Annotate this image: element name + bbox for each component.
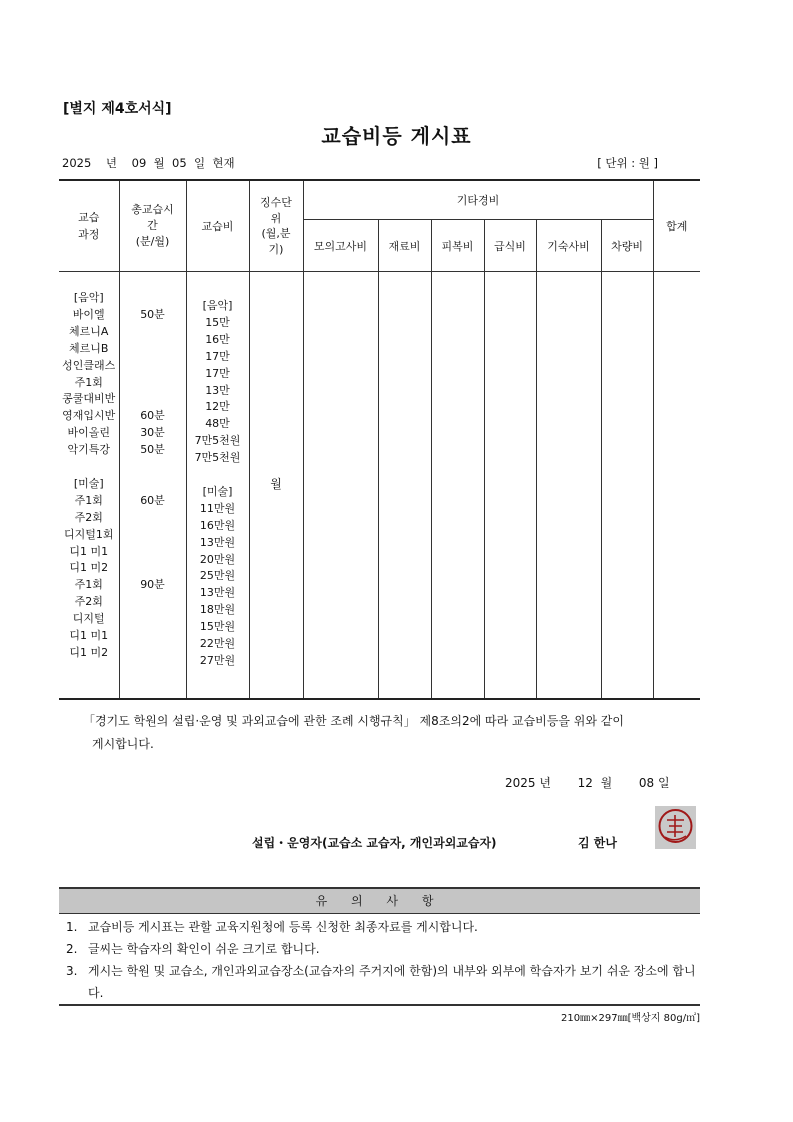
hours-item (120, 341, 186, 358)
hours-item: 50분 (140, 307, 165, 321)
hours-item (120, 628, 186, 645)
fee-cell (186, 272, 249, 700)
fee-item: 15만 (205, 315, 230, 329)
course-item: 주2회 (74, 510, 103, 524)
mock-exam-cell (303, 272, 378, 700)
fee-item (187, 467, 249, 484)
course-item: 디1 미2 (69, 561, 109, 575)
notice-line-2: 게시합니다. (92, 737, 154, 751)
hours-item (120, 510, 186, 527)
fee-item: 48만 (205, 417, 230, 431)
fee-item: [음악] (202, 299, 233, 312)
course-item: 주1회 (74, 375, 103, 389)
fee-item: 13만 (205, 383, 230, 397)
issue-date (505, 774, 695, 791)
form-label: [별지 제4호서식] (63, 101, 172, 117)
total-cell (653, 272, 700, 700)
fee-item: 20만원 (199, 552, 236, 566)
hours-item: 60분 (140, 409, 165, 423)
fee-item: 7만5천원 (194, 434, 241, 448)
hours-item (120, 476, 186, 493)
hours-item (120, 560, 186, 577)
seal-stamp (655, 806, 696, 849)
hours-item (120, 543, 186, 560)
hours-item (120, 594, 186, 611)
header-meal: 급식비 (484, 220, 536, 272)
hours-item: 50분 (140, 443, 165, 457)
course-item: 디1 미1 (69, 544, 109, 558)
hours-cell (119, 272, 186, 700)
page-title: 교습비등 게시표 (321, 124, 472, 148)
fee-item: 16만원 (199, 518, 236, 532)
hours-item: 60분 (140, 493, 165, 507)
course-item: [미술] (73, 476, 104, 490)
hours-item (120, 324, 186, 341)
hours-item (120, 290, 186, 307)
unit-label: [ 단위 : 원 ] (597, 156, 658, 170)
hours-item (120, 358, 186, 375)
date-day: 05 (172, 156, 187, 170)
issue-day: 08 (638, 776, 655, 790)
header-vehicle: 차량비 (601, 220, 653, 272)
fee-item: 22만원 (199, 637, 236, 651)
seal-icon (655, 806, 696, 849)
course-item: 콩쿨대비반 (62, 392, 116, 406)
course-cell (59, 272, 119, 700)
notice (83, 710, 701, 756)
course-item: 주1회 (74, 493, 103, 507)
caution-item-number: 3. (66, 964, 78, 978)
hours-item (120, 645, 186, 662)
fee-item: 11만원 (199, 501, 236, 515)
header-material: 재료비 (378, 220, 431, 272)
fee-item: 16만 (205, 332, 230, 346)
caution-item-text: 글씨는 학습자의 확인이 쉬운 크기로 합니다. (88, 942, 320, 956)
material-cell (378, 272, 431, 700)
issue-year-unit: 년 (539, 776, 551, 790)
signer-role: 설립・운영자(교습소 교습자, 개인과외교습자) (252, 836, 497, 850)
date-year: 2025 (62, 156, 92, 170)
signer-name: 김 한나 (578, 836, 617, 850)
fee-item: 13만원 (199, 586, 236, 600)
fee-table (59, 179, 700, 700)
header-period: 징수단 위 (월,분 기) (249, 180, 303, 272)
hours-item (120, 459, 186, 476)
fee-item: 17만 (205, 349, 230, 363)
date-month-unit: 월 (153, 156, 165, 170)
date-year-unit: 년 (105, 156, 118, 170)
header-total: 합계 (653, 180, 700, 272)
course-item: 주1회 (74, 578, 103, 592)
course-item: 디1 미1 (69, 629, 109, 643)
header-fee: 교습비 (186, 180, 249, 272)
fee-item: 27만원 (199, 654, 236, 668)
hours-item: 30분 (140, 426, 165, 440)
course-item: 영재입시반 (62, 409, 116, 423)
header-other-expenses: 기타경비 (303, 180, 653, 220)
course-item: 바이올린 (67, 426, 110, 440)
caution-heading: 유 의 사 항 (59, 887, 700, 914)
caution-item-text: 교습비등 게시표는 관할 교육지원청에 등록 신청한 최종자료를 게시합니다. (88, 920, 478, 934)
caution-item-number: 2. (66, 942, 78, 956)
course-item: 악기특강 (67, 443, 110, 457)
fee-item: 25만원 (199, 569, 236, 583)
issue-month: 12 (577, 776, 593, 790)
course-item: 디지털1회 (63, 527, 114, 541)
divider (59, 1004, 700, 1006)
caution-item (66, 960, 706, 1004)
dormitory-cell (536, 272, 601, 700)
fee-item: 17만 (205, 366, 230, 380)
issue-day-unit: 일 (658, 776, 670, 790)
date-line (62, 155, 658, 171)
fee-item: [미술] (202, 484, 233, 498)
caution-list (66, 916, 706, 1004)
clothing-cell (431, 272, 484, 700)
course-item: 체르니B (69, 341, 109, 355)
period-value: 월 (270, 477, 282, 491)
caution-item-text: 게시는 학원 및 교습소, 개인과외교습장소(교습자의 주거지에 한함)의 내부와 외부에 학습자가 보기 쉬운 장소에 합니다. (88, 964, 696, 1000)
hours-item (120, 374, 186, 391)
fee-item: 7만5천원 (194, 451, 241, 465)
issue-year: 2025 (505, 776, 536, 790)
fee-item: 12만 (205, 400, 230, 414)
header-course: 교습 과정 (59, 180, 119, 272)
header-mock-exam: 모의고사비 (303, 220, 378, 272)
vehicle-cell (601, 272, 653, 700)
course-item: 디1 미2 (69, 646, 109, 660)
course-item: 바이엘 (72, 307, 105, 321)
hours-item: 90분 (140, 578, 165, 592)
course-item: 디지털 (72, 612, 105, 626)
hours-item (120, 391, 186, 408)
course-item: [음악] (73, 291, 104, 304)
meal-cell (484, 272, 536, 700)
course-item: 주2회 (74, 595, 103, 609)
issue-month-unit: 월 (600, 776, 613, 790)
date-month: 09 (131, 156, 147, 170)
date-suffix: 현재 (212, 156, 235, 170)
notice-line-1: 「경기도 학원의 설립·운영 및 과외교습에 관한 조례 시행규칙」 제8조의2에 따라 교습비등을 위와 같이 (83, 714, 624, 728)
caution-item (66, 938, 706, 960)
date-day-unit: 일 (193, 156, 206, 170)
paper-spec: 210㎜×297㎜[백상지 80g/㎡] (561, 1013, 700, 1024)
course-item (59, 459, 119, 476)
hours-item (120, 611, 186, 628)
course-item: 체르니A (69, 324, 109, 338)
period-cell (249, 272, 303, 700)
caution-item-number: 1. (66, 920, 78, 934)
header-dormitory: 기숙사비 (536, 220, 601, 272)
header-total-hours: 총교습시 간 (분/월) (119, 180, 186, 272)
course-item: 성인클래스 (62, 358, 116, 372)
fee-item: 13만원 (199, 535, 236, 549)
header-clothing: 피복비 (431, 220, 484, 272)
fee-item: 15만원 (199, 620, 236, 634)
hours-item (120, 527, 186, 544)
fee-item: 18만원 (199, 603, 236, 617)
caution-item (66, 916, 706, 938)
